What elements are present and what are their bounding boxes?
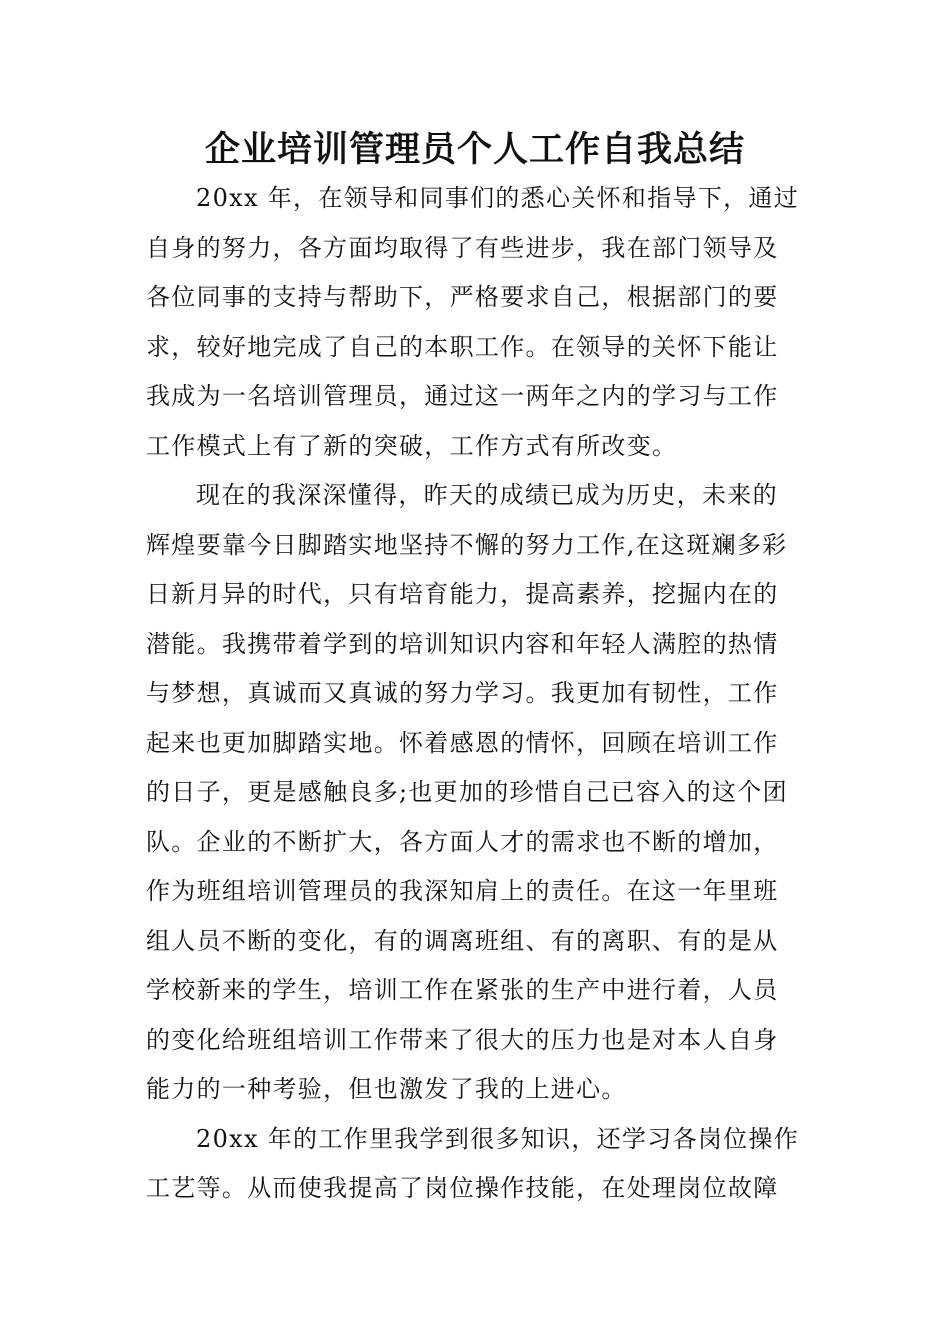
text-line: 能力的一种考验，但也激发了我的上进心。 [146,1075,627,1103]
text-line: 队。企业的不断扩大，各方面人才的需求也不断的增加， [146,827,779,856]
text-line: 求，较好地完成了自己的本职工作。在领导的关怀下能让 [146,332,779,361]
paragraph-3 [146,1115,806,1214]
text-line: 20xx 年的工作里我学到很多知识，还学习各岗位操作 [196,1124,800,1153]
text-line: 20xx 年，在领导和同事们的悉心关怀和指导下，通过 [196,184,800,212]
paragraph-2 [146,471,806,1115]
text-line: 作为班组培训管理员的我深知肩上的责任。在这一年里班 [146,877,779,905]
document-body [146,174,806,1214]
document-title: 企业培训管理员个人工作自我总结 [204,130,745,170]
text-line: 我成为一名培训管理员，通过这一两年之内的学习与工作 [146,382,779,410]
text-line: 工艺等。从而使我提高了岗位操作技能，在处理岗位故障 [146,1174,779,1202]
text-line: 学校新来的学生，培训工作在紧张的生产中进行着，人员 [146,976,779,1004]
text-line: 自身的努力，各方面均取得了有些进步，我在部门领导及 [146,233,779,262]
text-line: 辉煌要靠今日脚踏实地坚持不懈的努力工作,在这斑斓多彩 [146,530,788,559]
text-line: 的日子，更是感触良多;也更加的珍惜自己已容入的这个团 [146,778,788,806]
text-line: 潜能。我携带着学到的培训知识内容和年轻人满腔的热情 [146,629,779,658]
text-line: 现在的我深深懂得，昨天的成绩已成为历史，未来的 [196,481,778,509]
text-line: 起来也更加脚踏实地。怀着感恩的情怀，回顾在培训工作 [146,728,779,757]
text-line: 与梦想，真诚而又真诚的努力学习。我更加有韧性，工作 [146,679,779,707]
text-line: 工作模式上有了新的突破，工作方式有所改变。 [146,431,678,460]
text-line: 组人员不断的变化，有的调离班组、有的离职、有的是从 [146,926,779,955]
text-line: 各位同事的支持与帮助下，严格要求自己，根据部门的要 [146,283,779,311]
text-line: 的变化给班组培训工作带来了很大的压力也是对本人自身 [146,1025,779,1054]
paragraph-1 [146,174,806,471]
text-line: 日新月异的时代，只有培育能力，提高素养，挖掘内在的 [146,580,779,608]
